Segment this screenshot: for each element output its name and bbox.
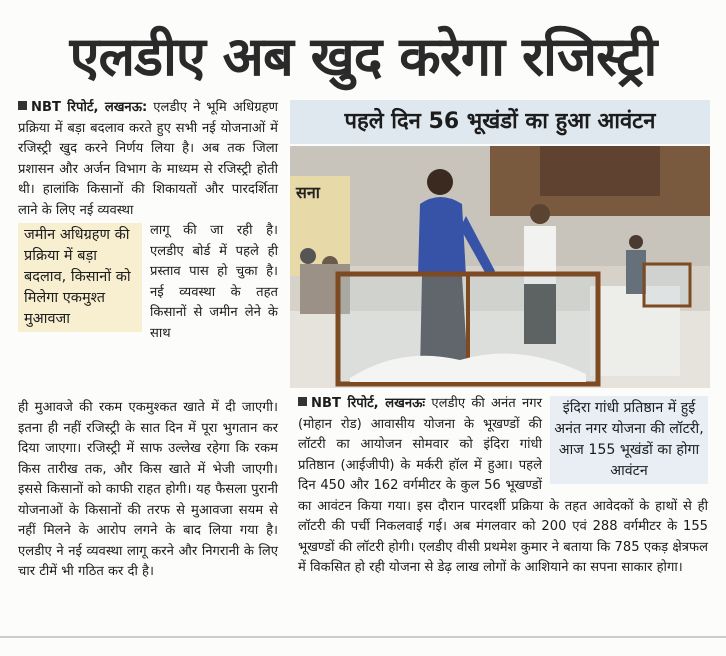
bullet-square-icon bbox=[18, 101, 27, 110]
right-byline: NBT रिपोर्ट, लखनऊः bbox=[311, 396, 426, 411]
bottom-rule bbox=[0, 636, 726, 638]
right-article bbox=[298, 394, 708, 579]
bullet-square-icon bbox=[298, 397, 307, 406]
left-beside-box: लागू की जा रही है। एलडीए बोर्ड में पहले ही प्रस्ताव पास हो चुका है। नई व्यवस्था के तहत किसानों से जमीन लेने के साथ bbox=[150, 223, 278, 341]
right-banner: पहले दिन 56 भूखंडों का हुआ आवंटन bbox=[290, 100, 710, 144]
lottery-photo bbox=[290, 146, 710, 388]
left-article bbox=[18, 98, 278, 344]
lottery-photo-illustration bbox=[290, 146, 710, 388]
left-continuation: ही मुआवजे की रकम एकमुश्कत खाते में दी जाएगी। इतना ही नहीं रजिस्ट्री के सात दिन में पूरा भुगतान कर दिया जाएगा। रजिस्ट्री में साफ उल्लेख रहेगा कि रकम किस तारीख तक, और किस खाते में भेजी जाएगी। इससे किसानों को काफी राहत होगी। यह फैसला पुरानी योजनाओं के किसानों की तरफ से मुआवजा सयम से नहीं मिलने के आरोप लगने के बाद लिया गया है। एलडीए ने नई व्यवस्था लागू करने और निगरानी के लिए चार टीमें भी गठित कर दी है। bbox=[18, 400, 278, 579]
right-body: एलडीए की अनंत नगर (मोहान रोड) आवासीय योजना के भूखण्डों की लॉटरी का आयोजन सोमवार को इंदिरा गांधी प्रतिष्ठान (आईजीपी) के मर्करी हॉल में हुआ। पहले दिन 450 और 162 वर्गमीटर के कुल 56 भूखण्डों का आवंटन किया गया। इस दौरान पारदर्शी प्रक्रिया के तहत आवेदकों के हाथों से ही लॉटरी की पर्ची निकलवाई गई। अब मंगलवार को 200 एवं 288 वर्गमीटर के 155 भूखण्डों की लॉटरी होगी। एलडीए वीसी प्रथमेश कुमार ने बताया कि 785 एकड़ क्षेत्रफल में विकसित हो रही योजना से डेढ़ लाख लोगों के आशियाने का सपना साकार होगा। bbox=[298, 396, 708, 575]
right-info-box: इंदिरा गांधी प्रतिष्ठान में हुई अनंत नगर योजना की लॉटरी, आज 155 भूखंडों का होगा आवंटन bbox=[550, 396, 708, 484]
left-lead-box: जमीन अधिग्रहण की प्रक्रिया में बड़ा बदलाव, किसानों को मिलेगा एकमुश्त मुआवजा bbox=[18, 223, 142, 332]
left-article-top bbox=[18, 98, 278, 221]
photo-sign-text: सना bbox=[296, 183, 320, 202]
left-byline: NBT रिपोर्ट, लखनऊ: bbox=[31, 100, 148, 115]
left-intro: एलडीए ने भूमि अधिग्रहण प्रक्रिया में बड़ा बदलाव करते हुए सभी नई योजनाओं में रजिस्ट्री खुद करने निर्णय लिया है। अब तक जिला प्रशासन और अर्जन विभाग के माध्यम से रजिस्ट्री होती थी। हालांकि किसानों की शिकायतों और पारदर्शिता लाने के लिए नई व्यवस्था bbox=[18, 100, 278, 218]
headline: एलडीए अब खुद करेगा रजिस्ट्री bbox=[69, 25, 657, 88]
